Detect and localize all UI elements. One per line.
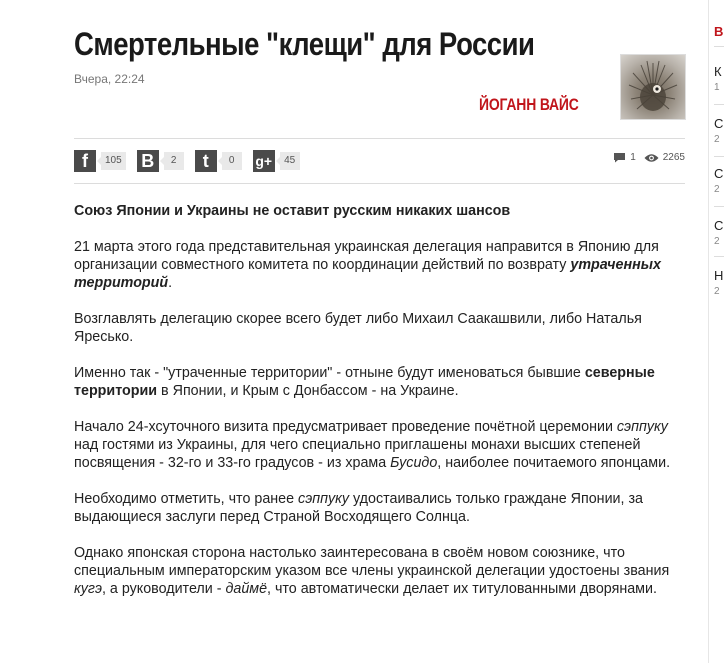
- share-vk-button[interactable]: [137, 150, 184, 172]
- google-plus-icon: g+: [253, 150, 275, 172]
- page-title: Смертельные "клещи" для России: [74, 26, 535, 62]
- share-count: 2: [164, 152, 184, 170]
- sidebar-divider: [714, 156, 724, 157]
- sidebar-item-date: 2: [714, 134, 720, 145]
- share-facebook-button[interactable]: [74, 150, 126, 172]
- views-count: 2265: [662, 152, 685, 163]
- paragraph: Начало 24-хсуточного визита предусматривает проведение почётной церемонии сэппуку над гостями из Украины, для чего специально приглашены монахи высших степеней посвящения - 32-го и 33-го градусов - из храма Бусидо, наиболее почитаемого японцами.: [74, 419, 671, 471]
- sidebar-border: [708, 0, 709, 663]
- share-twitter-button[interactable]: [195, 150, 242, 172]
- comment-icon: [613, 152, 626, 163]
- sidebar-item[interactable]: С: [714, 166, 724, 181]
- sidebar-item[interactable]: С: [714, 116, 724, 131]
- facebook-icon: f: [74, 150, 96, 172]
- share-bar: [74, 149, 311, 173]
- paragraph: Однако японская сторона настолько заинтересована в своём новом союзнике, что специальным императорским указом все члены украинской делегации удостоены звания кугэ, а руководители - даймё, что автоматически делает их титулованными дворянами.: [74, 545, 670, 597]
- header-divider: [74, 138, 685, 139]
- sidebar-item-date: 1: [714, 82, 720, 93]
- sidebar-divider: [714, 46, 724, 47]
- paragraph: 21 марта этого года представительная украинская делегация направится в Японию для организации совместного комитета по координации действий по возврату утраченных территорий.: [74, 239, 661, 291]
- paragraph: Именно так - "утраченные территории" - отныне будут именоваться бывшие северные территории в Японии, и Крым с Донбассом - на Украине.: [74, 365, 655, 399]
- comments-count: 1: [630, 152, 636, 163]
- sidebar-divider: [714, 104, 724, 105]
- author-avatar[interactable]: [620, 54, 686, 120]
- share-count: 0: [222, 152, 242, 170]
- twitter-icon: t: [195, 150, 217, 172]
- comments-counter[interactable]: [613, 152, 636, 163]
- sidebar-item[interactable]: К: [714, 64, 722, 79]
- hedgehog-image-icon: [621, 55, 685, 119]
- vk-icon: В: [137, 150, 159, 172]
- author-link[interactable]: ЙОГАНН ВАЙС: [479, 95, 579, 114]
- paragraph: Возглавлять делегацию скорее всего будет либо Михаил Саакашвили, либо Наталья Яресько.: [74, 311, 642, 345]
- publish-date: Вчера, 22:24: [74, 72, 145, 86]
- sidebar-item-date: 2: [714, 236, 720, 247]
- paragraph: Необходимо отметить, что ранее сэппуку удостаивались только граждане Японии, за выдающиеся заслуги перед Страной Восходящего Солнца.: [74, 491, 643, 525]
- content-fade: [74, 650, 685, 663]
- article-stats: [605, 152, 685, 163]
- article-lead: Союз Японии и Украины не оставит русским никаких шансов: [74, 203, 511, 219]
- sidebar-heading: В: [714, 24, 724, 39]
- article-body: [74, 202, 685, 616]
- share-count: 45: [280, 152, 300, 170]
- sidebar-item-date: 2: [714, 184, 720, 195]
- sidebar: [700, 0, 724, 663]
- sidebar-item[interactable]: С: [714, 218, 724, 233]
- views-counter: [644, 152, 685, 163]
- share-divider: [74, 183, 685, 184]
- sidebar-item[interactable]: Н: [714, 268, 724, 283]
- sidebar-divider: [714, 256, 724, 257]
- sidebar-item-date: 2: [714, 286, 720, 297]
- share-count: 105: [101, 152, 126, 170]
- eye-icon: [644, 153, 659, 163]
- share-google-plus-button[interactable]: [253, 150, 300, 172]
- sidebar-divider: [714, 206, 724, 207]
